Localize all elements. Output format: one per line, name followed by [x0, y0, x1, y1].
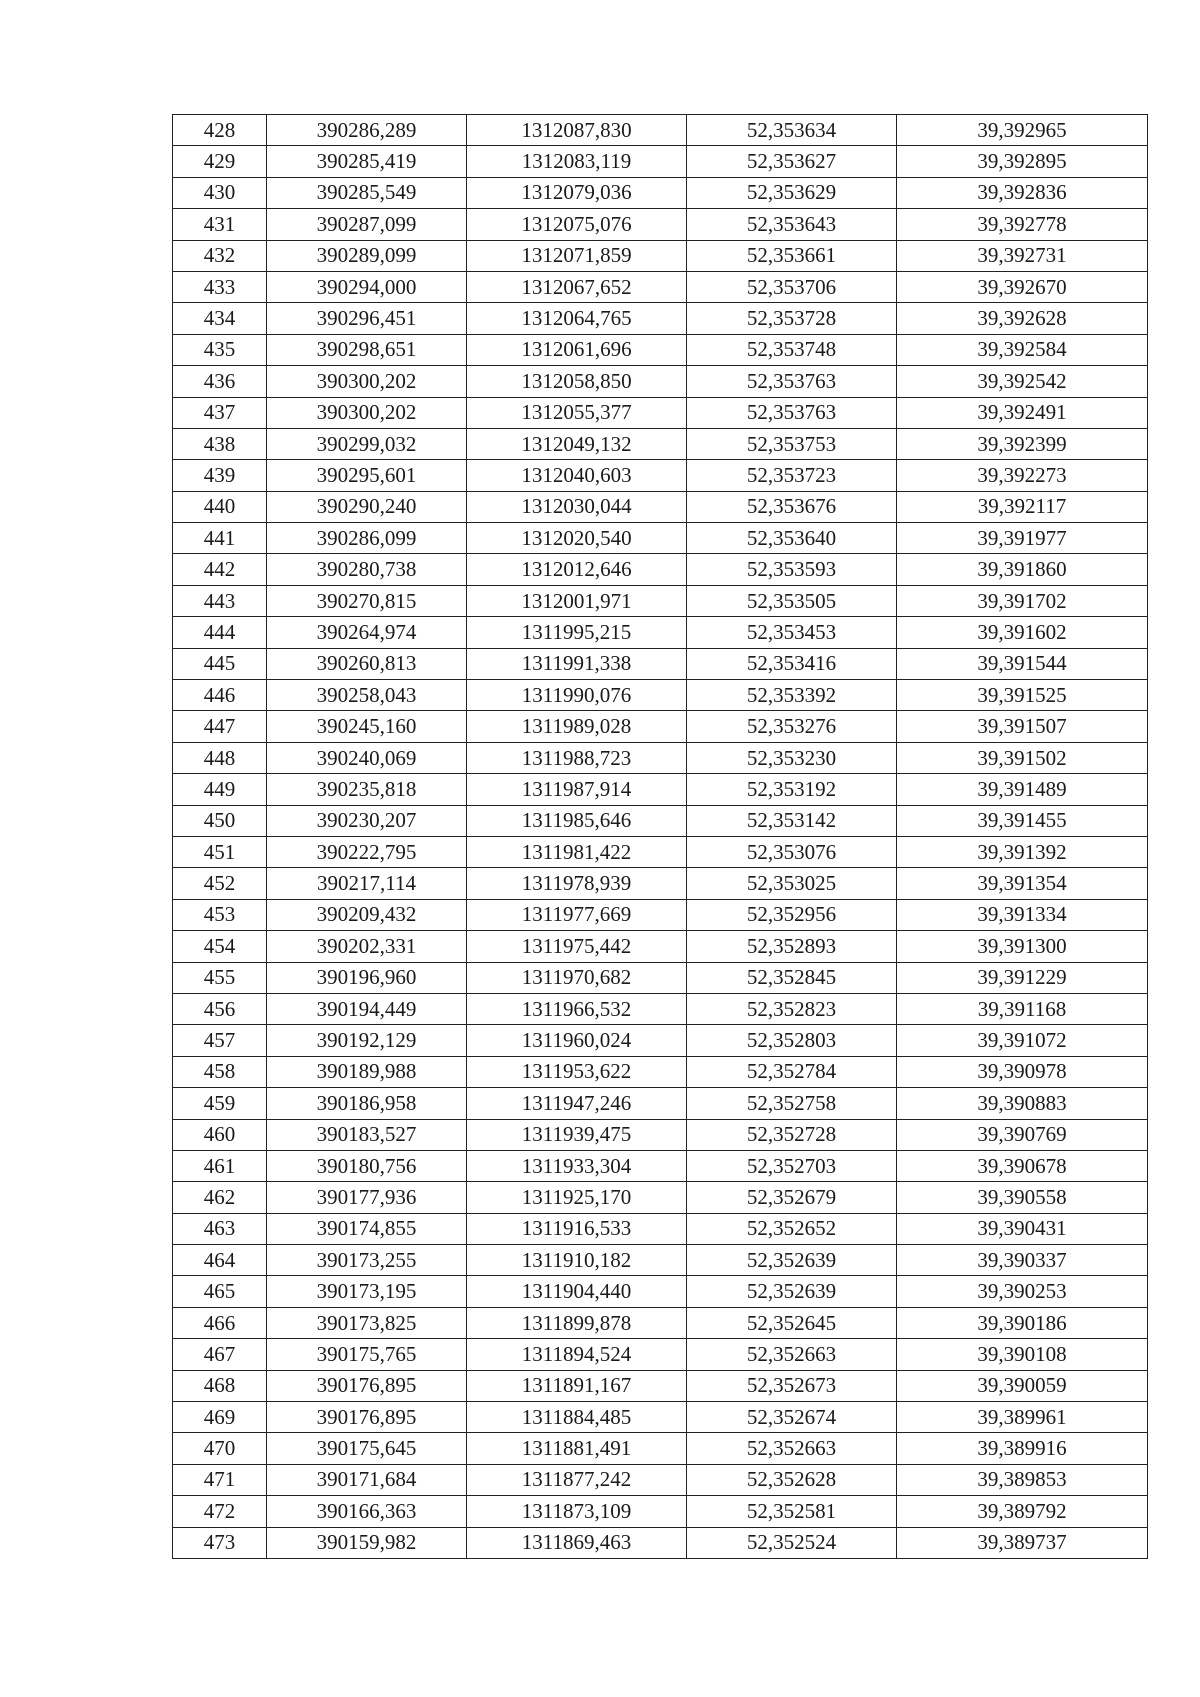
table-row: [173, 146, 1148, 177]
point-number-cell: 460: [173, 1119, 267, 1150]
longitude-cell: 39,391977: [897, 523, 1148, 554]
y-coordinate-cell: 1311989,028: [467, 711, 687, 742]
table-row: [173, 1527, 1148, 1558]
point-number-cell: 449: [173, 774, 267, 805]
table-row: [173, 617, 1148, 648]
y-coordinate-cell: 1312087,830: [467, 115, 687, 146]
point-number-cell: 467: [173, 1339, 267, 1370]
y-coordinate-cell: 1311990,076: [467, 680, 687, 711]
x-coordinate-cell: 390289,099: [267, 240, 467, 271]
x-coordinate-cell: 390166,363: [267, 1496, 467, 1527]
x-coordinate-cell: 390202,331: [267, 931, 467, 962]
table-row: [173, 428, 1148, 459]
longitude-cell: 39,390186: [897, 1307, 1148, 1338]
longitude-cell: 39,390883: [897, 1088, 1148, 1119]
latitude-cell: 52,353728: [687, 303, 897, 334]
point-number-cell: 434: [173, 303, 267, 334]
x-coordinate-cell: 390260,813: [267, 648, 467, 679]
point-number-cell: 464: [173, 1245, 267, 1276]
longitude-cell: 39,389853: [897, 1464, 1148, 1495]
y-coordinate-cell: 1311910,182: [467, 1245, 687, 1276]
table-row: [173, 1182, 1148, 1213]
longitude-cell: 39,391860: [897, 554, 1148, 585]
y-coordinate-cell: 1312001,971: [467, 585, 687, 616]
point-number-cell: 430: [173, 177, 267, 208]
longitude-cell: 39,391392: [897, 836, 1148, 867]
point-number-cell: 437: [173, 397, 267, 428]
x-coordinate-cell: 390173,255: [267, 1245, 467, 1276]
latitude-cell: 52,352639: [687, 1245, 897, 1276]
table-row: [173, 868, 1148, 899]
longitude-cell: 39,391602: [897, 617, 1148, 648]
x-coordinate-cell: 390270,815: [267, 585, 467, 616]
point-number-cell: 435: [173, 334, 267, 365]
table-row: [173, 836, 1148, 867]
latitude-cell: 52,352679: [687, 1182, 897, 1213]
latitude-cell: 52,353640: [687, 523, 897, 554]
latitude-cell: 52,353593: [687, 554, 897, 585]
table-row: [173, 1370, 1148, 1401]
y-coordinate-cell: 1311947,246: [467, 1088, 687, 1119]
point-number-cell: 470: [173, 1433, 267, 1464]
table-row: [173, 1307, 1148, 1338]
x-coordinate-cell: 390173,825: [267, 1307, 467, 1338]
latitude-cell: 52,353276: [687, 711, 897, 742]
latitude-cell: 52,353230: [687, 742, 897, 773]
longitude-cell: 39,391489: [897, 774, 1148, 805]
x-coordinate-cell: 390175,645: [267, 1433, 467, 1464]
coordinate-table: [172, 114, 1148, 1559]
x-coordinate-cell: 390295,601: [267, 460, 467, 491]
longitude-cell: 39,391544: [897, 648, 1148, 679]
table-row: [173, 1150, 1148, 1181]
table-row: [173, 460, 1148, 491]
latitude-cell: 52,352673: [687, 1370, 897, 1401]
point-number-cell: 473: [173, 1527, 267, 1558]
table-row: [173, 1025, 1148, 1056]
longitude-cell: 39,391502: [897, 742, 1148, 773]
y-coordinate-cell: 1311985,646: [467, 805, 687, 836]
y-coordinate-cell: 1311899,878: [467, 1307, 687, 1338]
y-coordinate-cell: 1312040,603: [467, 460, 687, 491]
latitude-cell: 52,352703: [687, 1150, 897, 1181]
table-row: [173, 805, 1148, 836]
y-coordinate-cell: 1311884,485: [467, 1402, 687, 1433]
latitude-cell: 52,352728: [687, 1119, 897, 1150]
x-coordinate-cell: 390217,114: [267, 868, 467, 899]
x-coordinate-cell: 390280,738: [267, 554, 467, 585]
x-coordinate-cell: 390174,855: [267, 1213, 467, 1244]
point-number-cell: 466: [173, 1307, 267, 1338]
x-coordinate-cell: 390175,765: [267, 1339, 467, 1370]
y-coordinate-cell: 1311987,914: [467, 774, 687, 805]
y-coordinate-cell: 1311904,440: [467, 1276, 687, 1307]
longitude-cell: 39,391702: [897, 585, 1148, 616]
table-row: [173, 209, 1148, 240]
table-row: [173, 585, 1148, 616]
point-number-cell: 432: [173, 240, 267, 271]
latitude-cell: 52,352663: [687, 1339, 897, 1370]
x-coordinate-cell: 390230,207: [267, 805, 467, 836]
table-row: [173, 1245, 1148, 1276]
table-row: [173, 993, 1148, 1024]
point-number-cell: 455: [173, 962, 267, 993]
point-number-cell: 456: [173, 993, 267, 1024]
y-coordinate-cell: 1311873,109: [467, 1496, 687, 1527]
y-coordinate-cell: 1311991,338: [467, 648, 687, 679]
table-row: [173, 680, 1148, 711]
point-number-cell: 429: [173, 146, 267, 177]
y-coordinate-cell: 1312071,859: [467, 240, 687, 271]
table-row: [173, 1339, 1148, 1370]
y-coordinate-cell: 1311970,682: [467, 962, 687, 993]
point-number-cell: 454: [173, 931, 267, 962]
latitude-cell: 52,352639: [687, 1276, 897, 1307]
y-coordinate-cell: 1312075,076: [467, 209, 687, 240]
x-coordinate-cell: 390285,549: [267, 177, 467, 208]
point-number-cell: 472: [173, 1496, 267, 1527]
longitude-cell: 39,389792: [897, 1496, 1148, 1527]
table-row: [173, 1088, 1148, 1119]
x-coordinate-cell: 390176,895: [267, 1402, 467, 1433]
y-coordinate-cell: 1312030,044: [467, 491, 687, 522]
y-coordinate-cell: 1311966,532: [467, 993, 687, 1024]
longitude-cell: 39,390108: [897, 1339, 1148, 1370]
point-number-cell: 451: [173, 836, 267, 867]
x-coordinate-cell: 390192,129: [267, 1025, 467, 1056]
point-number-cell: 469: [173, 1402, 267, 1433]
table-row: [173, 177, 1148, 208]
y-coordinate-cell: 1311939,475: [467, 1119, 687, 1150]
latitude-cell: 52,353661: [687, 240, 897, 271]
coordinate-table-body: [173, 115, 1148, 1559]
longitude-cell: 39,390978: [897, 1056, 1148, 1087]
y-coordinate-cell: 1311881,491: [467, 1433, 687, 1464]
table-row: [173, 711, 1148, 742]
point-number-cell: 444: [173, 617, 267, 648]
longitude-cell: 39,392836: [897, 177, 1148, 208]
x-coordinate-cell: 390287,099: [267, 209, 467, 240]
y-coordinate-cell: 1311894,524: [467, 1339, 687, 1370]
latitude-cell: 52,353676: [687, 491, 897, 522]
point-number-cell: 462: [173, 1182, 267, 1213]
y-coordinate-cell: 1311916,533: [467, 1213, 687, 1244]
longitude-cell: 39,391072: [897, 1025, 1148, 1056]
latitude-cell: 52,352893: [687, 931, 897, 962]
table-row: [173, 774, 1148, 805]
table-row: [173, 1119, 1148, 1150]
x-coordinate-cell: 390296,451: [267, 303, 467, 334]
latitude-cell: 52,353643: [687, 209, 897, 240]
x-coordinate-cell: 390177,936: [267, 1182, 467, 1213]
point-number-cell: 446: [173, 680, 267, 711]
x-coordinate-cell: 390173,195: [267, 1276, 467, 1307]
point-number-cell: 458: [173, 1056, 267, 1087]
x-coordinate-cell: 390240,069: [267, 742, 467, 773]
longitude-cell: 39,391168: [897, 993, 1148, 1024]
table-row: [173, 1276, 1148, 1307]
latitude-cell: 52,353634: [687, 115, 897, 146]
x-coordinate-cell: 390294,000: [267, 271, 467, 302]
x-coordinate-cell: 390235,818: [267, 774, 467, 805]
latitude-cell: 52,353753: [687, 428, 897, 459]
point-number-cell: 440: [173, 491, 267, 522]
table-row: [173, 491, 1148, 522]
x-coordinate-cell: 390245,160: [267, 711, 467, 742]
x-coordinate-cell: 390183,527: [267, 1119, 467, 1150]
latitude-cell: 52,353505: [687, 585, 897, 616]
table-row: [173, 899, 1148, 930]
longitude-cell: 39,391300: [897, 931, 1148, 962]
longitude-cell: 39,390059: [897, 1370, 1148, 1401]
point-number-cell: 448: [173, 742, 267, 773]
longitude-cell: 39,392273: [897, 460, 1148, 491]
point-number-cell: 442: [173, 554, 267, 585]
latitude-cell: 52,353706: [687, 271, 897, 302]
table-row: [173, 397, 1148, 428]
x-coordinate-cell: 390196,960: [267, 962, 467, 993]
table-row: [173, 1464, 1148, 1495]
point-number-cell: 445: [173, 648, 267, 679]
y-coordinate-cell: 1312079,036: [467, 177, 687, 208]
longitude-cell: 39,391334: [897, 899, 1148, 930]
table-row: [173, 931, 1148, 962]
longitude-cell: 39,392117: [897, 491, 1148, 522]
y-coordinate-cell: 1312049,132: [467, 428, 687, 459]
point-number-cell: 471: [173, 1464, 267, 1495]
point-number-cell: 450: [173, 805, 267, 836]
table-row: [173, 334, 1148, 365]
point-number-cell: 463: [173, 1213, 267, 1244]
table-row: [173, 1056, 1148, 1087]
x-coordinate-cell: 390299,032: [267, 428, 467, 459]
x-coordinate-cell: 390186,958: [267, 1088, 467, 1119]
y-coordinate-cell: 1311925,170: [467, 1182, 687, 1213]
latitude-cell: 52,353763: [687, 366, 897, 397]
y-coordinate-cell: 1311981,422: [467, 836, 687, 867]
latitude-cell: 52,353627: [687, 146, 897, 177]
x-coordinate-cell: 390285,419: [267, 146, 467, 177]
latitude-cell: 52,353629: [687, 177, 897, 208]
x-coordinate-cell: 390300,202: [267, 366, 467, 397]
latitude-cell: 52,353748: [687, 334, 897, 365]
table-row: [173, 962, 1148, 993]
y-coordinate-cell: 1311995,215: [467, 617, 687, 648]
longitude-cell: 39,390678: [897, 1150, 1148, 1181]
longitude-cell: 39,392584: [897, 334, 1148, 365]
x-coordinate-cell: 390258,043: [267, 680, 467, 711]
latitude-cell: 52,352845: [687, 962, 897, 993]
x-coordinate-cell: 390264,974: [267, 617, 467, 648]
y-coordinate-cell: 1312020,540: [467, 523, 687, 554]
longitude-cell: 39,392965: [897, 115, 1148, 146]
point-number-cell: 447: [173, 711, 267, 742]
latitude-cell: 52,352663: [687, 1433, 897, 1464]
y-coordinate-cell: 1311988,723: [467, 742, 687, 773]
longitude-cell: 39,392399: [897, 428, 1148, 459]
y-coordinate-cell: 1312083,119: [467, 146, 687, 177]
table-row: [173, 366, 1148, 397]
latitude-cell: 52,352823: [687, 993, 897, 1024]
y-coordinate-cell: 1311869,463: [467, 1527, 687, 1558]
longitude-cell: 39,390253: [897, 1276, 1148, 1307]
x-coordinate-cell: 390290,240: [267, 491, 467, 522]
longitude-cell: 39,390769: [897, 1119, 1148, 1150]
y-coordinate-cell: 1312058,850: [467, 366, 687, 397]
point-number-cell: 468: [173, 1370, 267, 1401]
y-coordinate-cell: 1311877,242: [467, 1464, 687, 1495]
table-row: [173, 1496, 1148, 1527]
latitude-cell: 52,352645: [687, 1307, 897, 1338]
point-number-cell: 431: [173, 209, 267, 240]
point-number-cell: 439: [173, 460, 267, 491]
latitude-cell: 52,352674: [687, 1402, 897, 1433]
longitude-cell: 39,389961: [897, 1402, 1148, 1433]
y-coordinate-cell: 1311978,939: [467, 868, 687, 899]
x-coordinate-cell: 390171,684: [267, 1464, 467, 1495]
longitude-cell: 39,389916: [897, 1433, 1148, 1464]
table-row: [173, 742, 1148, 773]
table-row: [173, 1402, 1148, 1433]
point-number-cell: 459: [173, 1088, 267, 1119]
x-coordinate-cell: 390222,795: [267, 836, 467, 867]
longitude-cell: 39,390431: [897, 1213, 1148, 1244]
latitude-cell: 52,353142: [687, 805, 897, 836]
y-coordinate-cell: 1312067,652: [467, 271, 687, 302]
point-number-cell: 438: [173, 428, 267, 459]
longitude-cell: 39,391229: [897, 962, 1148, 993]
x-coordinate-cell: 390286,289: [267, 115, 467, 146]
longitude-cell: 39,391455: [897, 805, 1148, 836]
y-coordinate-cell: 1311953,622: [467, 1056, 687, 1087]
table-row: [173, 648, 1148, 679]
longitude-cell: 39,391507: [897, 711, 1148, 742]
latitude-cell: 52,352652: [687, 1213, 897, 1244]
point-number-cell: 443: [173, 585, 267, 616]
latitude-cell: 52,353416: [687, 648, 897, 679]
y-coordinate-cell: 1312064,765: [467, 303, 687, 334]
longitude-cell: 39,390337: [897, 1245, 1148, 1276]
point-number-cell: 452: [173, 868, 267, 899]
latitude-cell: 52,353392: [687, 680, 897, 711]
latitude-cell: 52,352784: [687, 1056, 897, 1087]
point-number-cell: 453: [173, 899, 267, 930]
table-row: [173, 523, 1148, 554]
x-coordinate-cell: 390159,982: [267, 1527, 467, 1558]
longitude-cell: 39,391525: [897, 680, 1148, 711]
longitude-cell: 39,392731: [897, 240, 1148, 271]
longitude-cell: 39,392542: [897, 366, 1148, 397]
y-coordinate-cell: 1312012,646: [467, 554, 687, 585]
y-coordinate-cell: 1311977,669: [467, 899, 687, 930]
latitude-cell: 52,353192: [687, 774, 897, 805]
longitude-cell: 39,392491: [897, 397, 1148, 428]
x-coordinate-cell: 390298,651: [267, 334, 467, 365]
table-row: [173, 271, 1148, 302]
y-coordinate-cell: 1311975,442: [467, 931, 687, 962]
latitude-cell: 52,353076: [687, 836, 897, 867]
latitude-cell: 52,353453: [687, 617, 897, 648]
y-coordinate-cell: 1311960,024: [467, 1025, 687, 1056]
longitude-cell: 39,389737: [897, 1527, 1148, 1558]
latitude-cell: 52,352581: [687, 1496, 897, 1527]
table-row: [173, 303, 1148, 334]
table-row: [173, 1433, 1148, 1464]
latitude-cell: 52,353723: [687, 460, 897, 491]
table-row: [173, 115, 1148, 146]
point-number-cell: 457: [173, 1025, 267, 1056]
longitude-cell: 39,392628: [897, 303, 1148, 334]
table-row: [173, 554, 1148, 585]
longitude-cell: 39,392670: [897, 271, 1148, 302]
longitude-cell: 39,392895: [897, 146, 1148, 177]
y-coordinate-cell: 1311891,167: [467, 1370, 687, 1401]
latitude-cell: 52,352803: [687, 1025, 897, 1056]
y-coordinate-cell: 1312061,696: [467, 334, 687, 365]
y-coordinate-cell: 1311933,304: [467, 1150, 687, 1181]
x-coordinate-cell: 390286,099: [267, 523, 467, 554]
point-number-cell: 436: [173, 366, 267, 397]
latitude-cell: 52,352956: [687, 899, 897, 930]
x-coordinate-cell: 390300,202: [267, 397, 467, 428]
x-coordinate-cell: 390209,432: [267, 899, 467, 930]
latitude-cell: 52,353025: [687, 868, 897, 899]
point-number-cell: 428: [173, 115, 267, 146]
point-number-cell: 461: [173, 1150, 267, 1181]
longitude-cell: 39,391354: [897, 868, 1148, 899]
point-number-cell: 465: [173, 1276, 267, 1307]
latitude-cell: 52,352628: [687, 1464, 897, 1495]
latitude-cell: 52,353763: [687, 397, 897, 428]
latitude-cell: 52,352758: [687, 1088, 897, 1119]
longitude-cell: 39,390558: [897, 1182, 1148, 1213]
y-coordinate-cell: 1312055,377: [467, 397, 687, 428]
point-number-cell: 433: [173, 271, 267, 302]
x-coordinate-cell: 390176,895: [267, 1370, 467, 1401]
point-number-cell: 441: [173, 523, 267, 554]
x-coordinate-cell: 390194,449: [267, 993, 467, 1024]
table-row: [173, 1213, 1148, 1244]
x-coordinate-cell: 390180,756: [267, 1150, 467, 1181]
table-row: [173, 240, 1148, 271]
latitude-cell: 52,352524: [687, 1527, 897, 1558]
longitude-cell: 39,392778: [897, 209, 1148, 240]
x-coordinate-cell: 390189,988: [267, 1056, 467, 1087]
